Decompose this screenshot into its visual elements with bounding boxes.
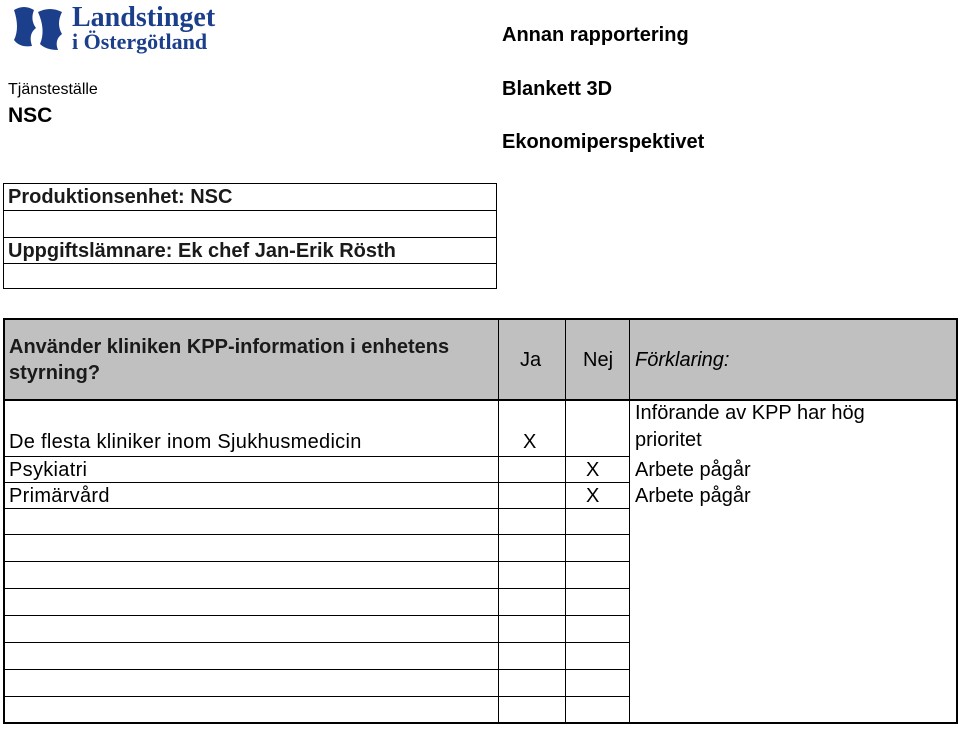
table-header (5, 320, 956, 401)
form-name: Blankett 3D (502, 78, 613, 100)
row-explanation-line2: prioritet (635, 429, 702, 451)
row-no-mark: X (586, 459, 600, 481)
col-divider-1 (498, 320, 499, 722)
perspective-name: Ekonomiperspektivet (502, 131, 705, 153)
row-line (5, 615, 629, 616)
row-name: De flesta kliniker inom Sjukhusmedicin (9, 431, 362, 453)
unit-label: Tjänsteställe (8, 81, 98, 98)
info-row-production (4, 184, 496, 211)
column-header-yes: Ja (520, 349, 542, 371)
row-yes-mark: X (523, 431, 537, 453)
row-line (5, 508, 629, 509)
row-line (5, 588, 629, 589)
production-unit-text: Produktionsenhet: NSC (8, 186, 233, 208)
unit-value: NSC (8, 104, 53, 127)
question-line1: Använder kliniken KPP-information i enhetens (9, 336, 450, 358)
row-name: Psykiatri (9, 459, 88, 481)
column-header-no: Nej (583, 349, 614, 371)
info-row-reporter (4, 238, 496, 264)
row-name: Primärvård (9, 485, 110, 507)
row-line (5, 696, 629, 697)
col-divider-3 (629, 320, 630, 722)
info-row-empty-2 (4, 264, 496, 288)
row-line (5, 642, 629, 643)
row-explanation-line1: Arbete pågår (635, 485, 751, 507)
row-no-mark: X (586, 485, 600, 507)
logo-text-line2: i Östergötland (72, 29, 208, 54)
row-explanation-line1: Införande av KPP har hög (635, 402, 865, 424)
column-header-explanation: Förklaring: (635, 349, 730, 371)
row-explanation-line1: Arbete pågår (635, 459, 751, 481)
report-title: Annan rapportering (502, 24, 689, 46)
row-line (5, 561, 629, 562)
reporter-text: Uppgiftslämnare: Ek chef Jan-Erik Rösth (8, 240, 396, 262)
organization-logo (10, 2, 250, 54)
info-row-empty-1 (4, 211, 496, 238)
kpp-table (3, 318, 958, 724)
row-line (5, 534, 629, 535)
row-line (5, 456, 629, 457)
logo-emblem-icon (10, 4, 66, 52)
logo-text-line1: Landstinget (72, 2, 216, 33)
info-box (3, 183, 497, 289)
col-divider-2 (565, 320, 566, 722)
row-line (5, 669, 629, 670)
row-line (5, 482, 629, 483)
question-line2: styrning? (9, 362, 101, 384)
